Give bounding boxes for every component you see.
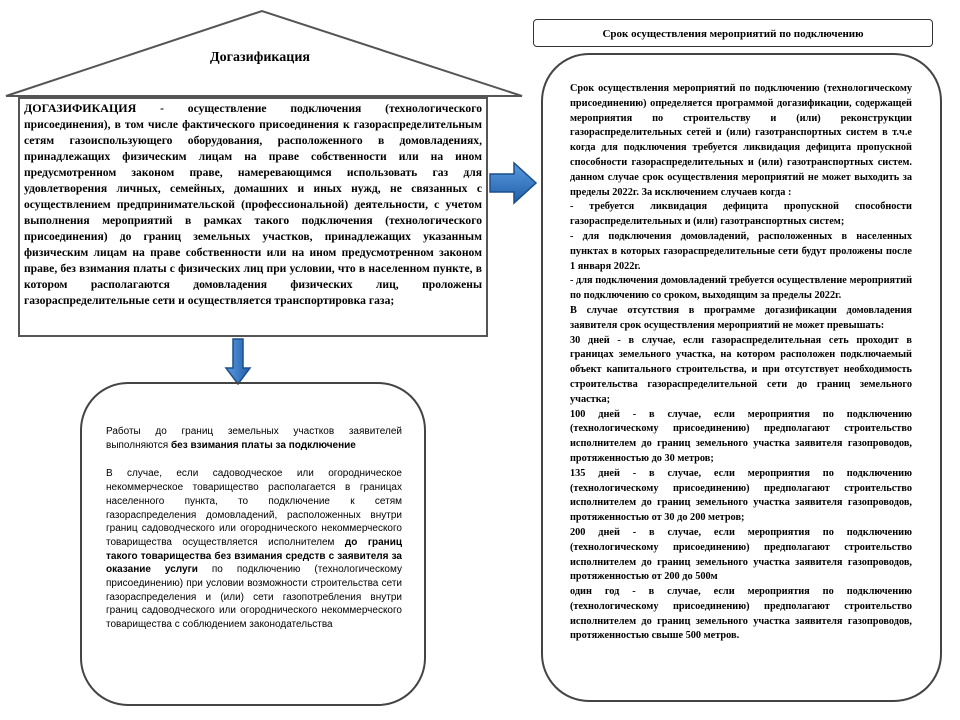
definition-term: ДОГАЗИФИКАЦИЯ <box>24 101 137 115</box>
term-paragraph: - требуется ликвидация дефицита пропускной способности газораспределительных и (или) газотранспортных систем; <box>570 201 912 228</box>
term-paragraph: 200 дней - в случае, если мероприятия по подключению (технологическому присоединению) предполагают строительство исполнителем до границ земельного участка заявителя газопроводов, протяженностью от 200 до 500м <box>570 526 912 583</box>
term-paragraph: Срок осуществления мероприятий по подключению (технологическому присоединению) определяется программой догазификации, содержащей мероприятия по строительству и (или) реконструкции газораспределительных сетей и (или) газотранспортных систем в т.ч.е когда для подключения требуется ликвидация дефицита пропускной способности газораспределительных и (или) газотранспортных систем. данном случае срок осуществления мероприятий не может выходить за пределы 2022г. За исключением случаев когда : <box>570 83 912 198</box>
term-header-label: Срок осуществления мероприятий по подключению <box>602 28 864 40</box>
term-paragraph: - для подключения домовладений, расположенных в населенных пунктах в которых газораспределительные сети будут проложены после 1 января 2022г. <box>570 230 912 272</box>
term-paragraph: В случае отсутствия в программе догазификации домовладения заявителя срок осуществления мероприятий не может превышать: <box>570 304 912 331</box>
term-panel <box>541 53 942 702</box>
works-paragraph <box>106 425 402 452</box>
definition-text <box>24 100 482 309</box>
definition-body: - осуществление подключения (технологического присоединения), в том числе фактического присоединения к газораспределительным сетям газоиспользующего оборудования, расположенного в домовладениях, принадлежащих физическим лицам на праве собственности или на ином предусмотренном законом праве, намеревающимся использовать газ для удовлетворения личных, семейных, домашних и иных нужд, не связанных с осуществлением предпринимательской (профессиональной) деятельности, с учетом выполнения мероприятий в рамках такого подключения (технологического присоединения) до границ земельных участков, принадлежащих указанным физическим лицам на праве собственности или на ином предусмотренном законом праве, без взимания платы с физических лиц при условии, что в населенном пункте, в котором располагаются домовладения физических лиц, проложены газораспределительные сети и осуществляется транспортировка газа; <box>24 102 482 307</box>
arrow-down-icon <box>224 338 252 386</box>
term-paragraph: 135 дней - в случае, если мероприятия по подключению (технологическому присоединению) предполагают строительство исполнителем до границ земельного участка заявителя газопроводов, протяженностью от 30 до 200 метров; <box>570 467 912 524</box>
term-paragraph: 30 дней - в случае, если газораспределительная сеть проходит в границах земельного участка, на котором расположен подключаемый объект капитального строительства, и при отсутствует необходимость строительства газораспределительной сети до границ земельного участка; <box>570 334 912 405</box>
term-paragraph: один год - в случае, если мероприятия по подключению (технологическому присоединению) предполагают строительство исполнителем до границ земельного участка заявителя газопроводов, протяженностью свыше 500 метров. <box>570 586 912 642</box>
snt-text: В случае, если садоводческое или огородническое некоммерческое товарищество располагается в границах населенного пункта, то подключение к сетям газораспределения домовладений, расположенных внутри границ садоводческого или огороднического некоммерческого товарищества осуществляется исполнителем <box>106 468 402 548</box>
works-highlight: без взимания платы за подключение <box>170 439 356 451</box>
house-title: Догазификация <box>210 50 310 65</box>
term-paragraph: - для подключения домовладений требуется осуществление мероприятий по подключению со сроком, выходящим за пределы 2022г. <box>570 275 912 302</box>
arrow-right-icon <box>488 160 538 206</box>
snt-highlight: до границ такого товарищества без взимания средств с заявителя за оказание услуги <box>106 536 403 576</box>
definition-box <box>18 97 488 337</box>
works-panel <box>80 382 426 706</box>
works-text: Работы до границ земельных участков заявителей выполняются <box>106 426 402 451</box>
term-paragraph: 100 дней - в случае, если мероприятия по подключению (технологическому присоединению) предполагают строительство исполнителем до границ земельного участка заявителя газопроводов, протяженностью до 30 метров; <box>570 408 912 464</box>
term-header <box>533 19 933 47</box>
snt-paragraph <box>106 467 402 631</box>
snt-text-end: по подключению (технологическому присоединению) при условии возможности строительства сети газораспределения и (или) сети газопотребления внутри границ садоводческого или огороднического некоммерческого товарищества с соблюдением законодательства <box>106 564 402 631</box>
